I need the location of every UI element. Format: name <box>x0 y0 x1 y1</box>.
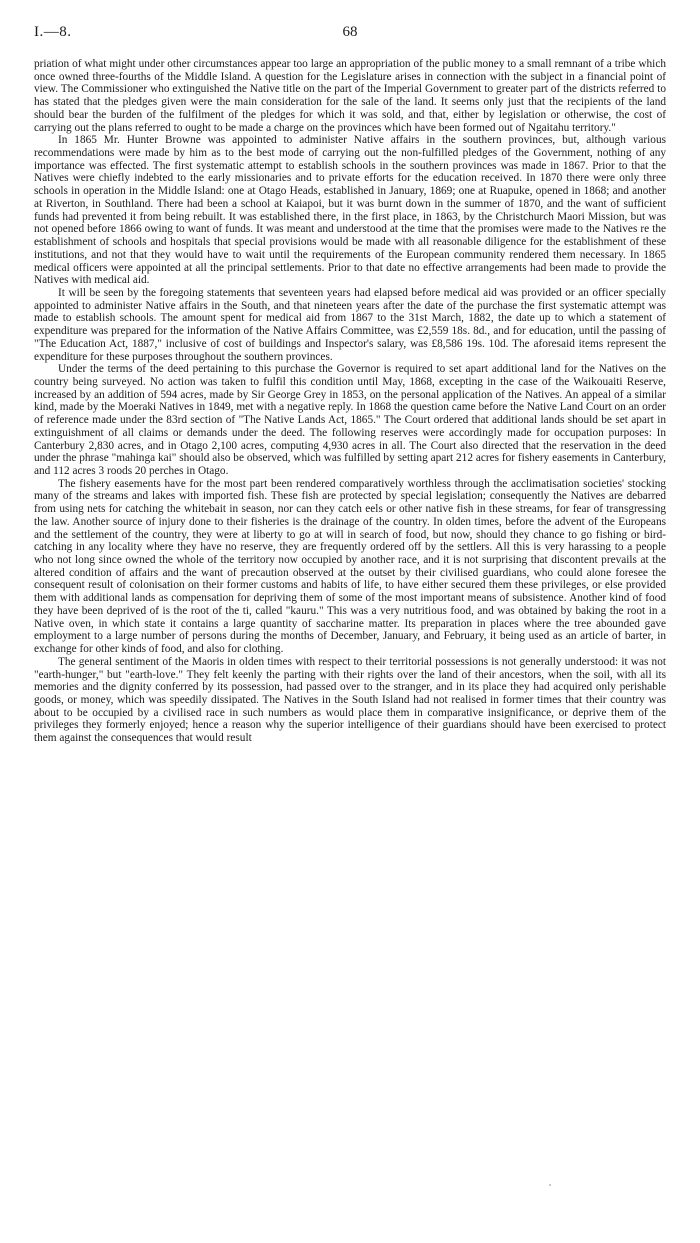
paragraph: Under the terms of the deed pertaining to this purchase the Governor is required to set apart additional land for the Natives on the country being surveyed. No action was taken to fulfil this condition until May, 1868, excepting in the case of the Waikouaiti Reserve, increased by an addition of 594 acres, made by Sir George Grey in 1853, on the personal application of the Natives. An appeal of a similar kind, made by the Moeraki Natives in 1849, met with a negative reply. In 1868 the question came before the Native Land Court on an order of reference made under the 83rd section of "The Native Lands Act, 1865." The Court ordered that additional lands should be set apart in extinguishment of all claims or demands under the deed. The following reserves were accordingly made for occupation purposes: In Canterbury 2,830 acres, and in Otago 2,100 acres, computing 4,930 acres in all. The Court also directed that the reservation in the deed under the phrase "mahinga kai" should also be observed, which was fulfilled by setting apart 212 acres for fishery easements in Canterbury, and 112 acres 3 roods 20 perches in Otago. <box>34 363 666 477</box>
scan-speck <box>549 1184 551 1186</box>
page-number: 68 <box>342 24 358 40</box>
paragraph: The fishery easements have for the most part been rendered comparatively worthless through the acclimatisation societies' stocking many of the streams and lakes with imported fish. These fish are protected by special legislation; consequently the Natives are debarred from using nets for catching the whitebait in season, nor can they catch eels or other native fish in these streams, for fear of transgressing the law. Another source of injury done to their fisheries is the drainage of the country. In olden times, before the advent of the Europeans and the settlement of the country, they were at liberty to go at will in search of food, but now, should they chance to go fishing or bird-catching in any locality where they have no reserve, they are frequently ordered off by the settlers. All this is very harassing to a people who not long since owned the whole of the territory now occupied by another race, and it is not surprising that discontent prevails at the altered condition of affairs and the want of precaution observed at the outset by their civilised guardians, who could alone foresee the consequent result of colonisation on their former customs and habits of life, to have either secured them these privileges, or else provided them with additional lands as compensation for depriving them of some of the most important means of subsistence. Another kind of food they have been deprived of is the root of the ti, called "kauru." This was a very nutritious food, and was obtained by baking the root in a Native oven, in which state it contains a large quantity of saccharine matter. Its preparation in places where the tree abounded gave employment to a large number of persons during the months of December, January, and February, it being used as an article of barter, in exchange for other kinds of food, and also for clothing. <box>34 477 666 656</box>
paragraph: It will be seen by the foregoing statements that seventeen years had elapsed before medical aid was provided or an officer specially appointed to administer Native affairs in the South, and that nineteen years after the date of the purchase the first systematic attempt was made to establish schools. The amount spent for medical aid from 1867 to the 31st March, 1882, the date up to which a statement of expenditure was prepared for the information of the Native Affairs Committee, was £2,559 18s. 8d., and for education, until the passing of "The Education Act, 1887," inclusive of cost of buildings and Inspector's salary, was £8,586 19s. 10d. The aforesaid items represent the expenditure for these purposes throughout the southern provinces. <box>34 286 666 363</box>
document-reference: I.—8. <box>34 24 72 40</box>
paragraph: In 1865 Mr. Hunter Browne was appointed to administer Native affairs in the southern provinces, but, although various recommendations were made by him as to the best mode of carrying out the non-fulfilled pledges of the Government, nothing of any importance was effected. The first systematic attempt to establish schools in the southern provinces was made in 1867. Prior to that the Natives were chiefly indebted to the early missionaries and to private efforts for the education received. In 1870 there were only three schools in operation in the Middle Island: one at Otago Heads, established in January, 1869; one at Ruapuke, opened in 1868; and another at Riverton, in Southland. There had been a school at Kaiapoi, but it was burnt down in the summer of 1870, and the want of sufficient funds had prevented it from being rebuilt. It was established there, in the first place, in 1863, by the Christchurch Maori Mission, but was not opened before 1866 owing to want of funds. It was meant and understood at the time that the promises were made to the Natives re the establishment of schools and hospitals that special provisions would be made with all reasonable diligence for the establishment of these institutions, and not that they would have to wait until the requirements of the European community rendered them necessary. In 1865 medical officers were appointed at all the principal settlements. Prior to that date no effective arrangements had been made to provide the Natives with medical aid. <box>34 134 666 287</box>
paragraph: The general sentiment of the Maoris in olden times with respect to their territorial possessions is not generally understood: it was not "earth-hunger," but "earth-love." They felt keenly the parting with their rights over the land of their ancestors, when the soil, with all its memories and the dignity conferred by its possession, had passed over to the stranger, and in its place they had acquired only perishable goods, or money, which was speedily dissipated. The Natives in the South Island had not realised in former times that their country was about to be occupied by a civilised race in such numbers as would place them in comparative insignificance, or deprive them of the privileges they formerly enjoyed; hence a reason why the superior intelligence of their guardians should have been exercised to protect them against the consequences that would result <box>34 655 666 745</box>
body-text <box>34 58 666 745</box>
paragraph-continued: priation of what might under other circumstances appear too large an appropriation of the public money to a small remnant of a tribe which once owned three-fourths of the Middle Island. A question for the Legislature arises in connection with the subject in a financial point of view. The Commissioner who extinguished the Native title on the part of the Imperial Government to greater part of the districts referred to has stated that the pledges given were the main consideration for the sale of the land. It seems only just that the recipients of the land should bear the burden of the fulfilment of the pledges for which it was sold, and that, either by legislation or otherwise, the cost of carrying out the plans referred to ought to be made a charge on the provinces which have been formed out of Ngaitahu territory." <box>34 58 666 134</box>
page-header <box>34 22 666 48</box>
